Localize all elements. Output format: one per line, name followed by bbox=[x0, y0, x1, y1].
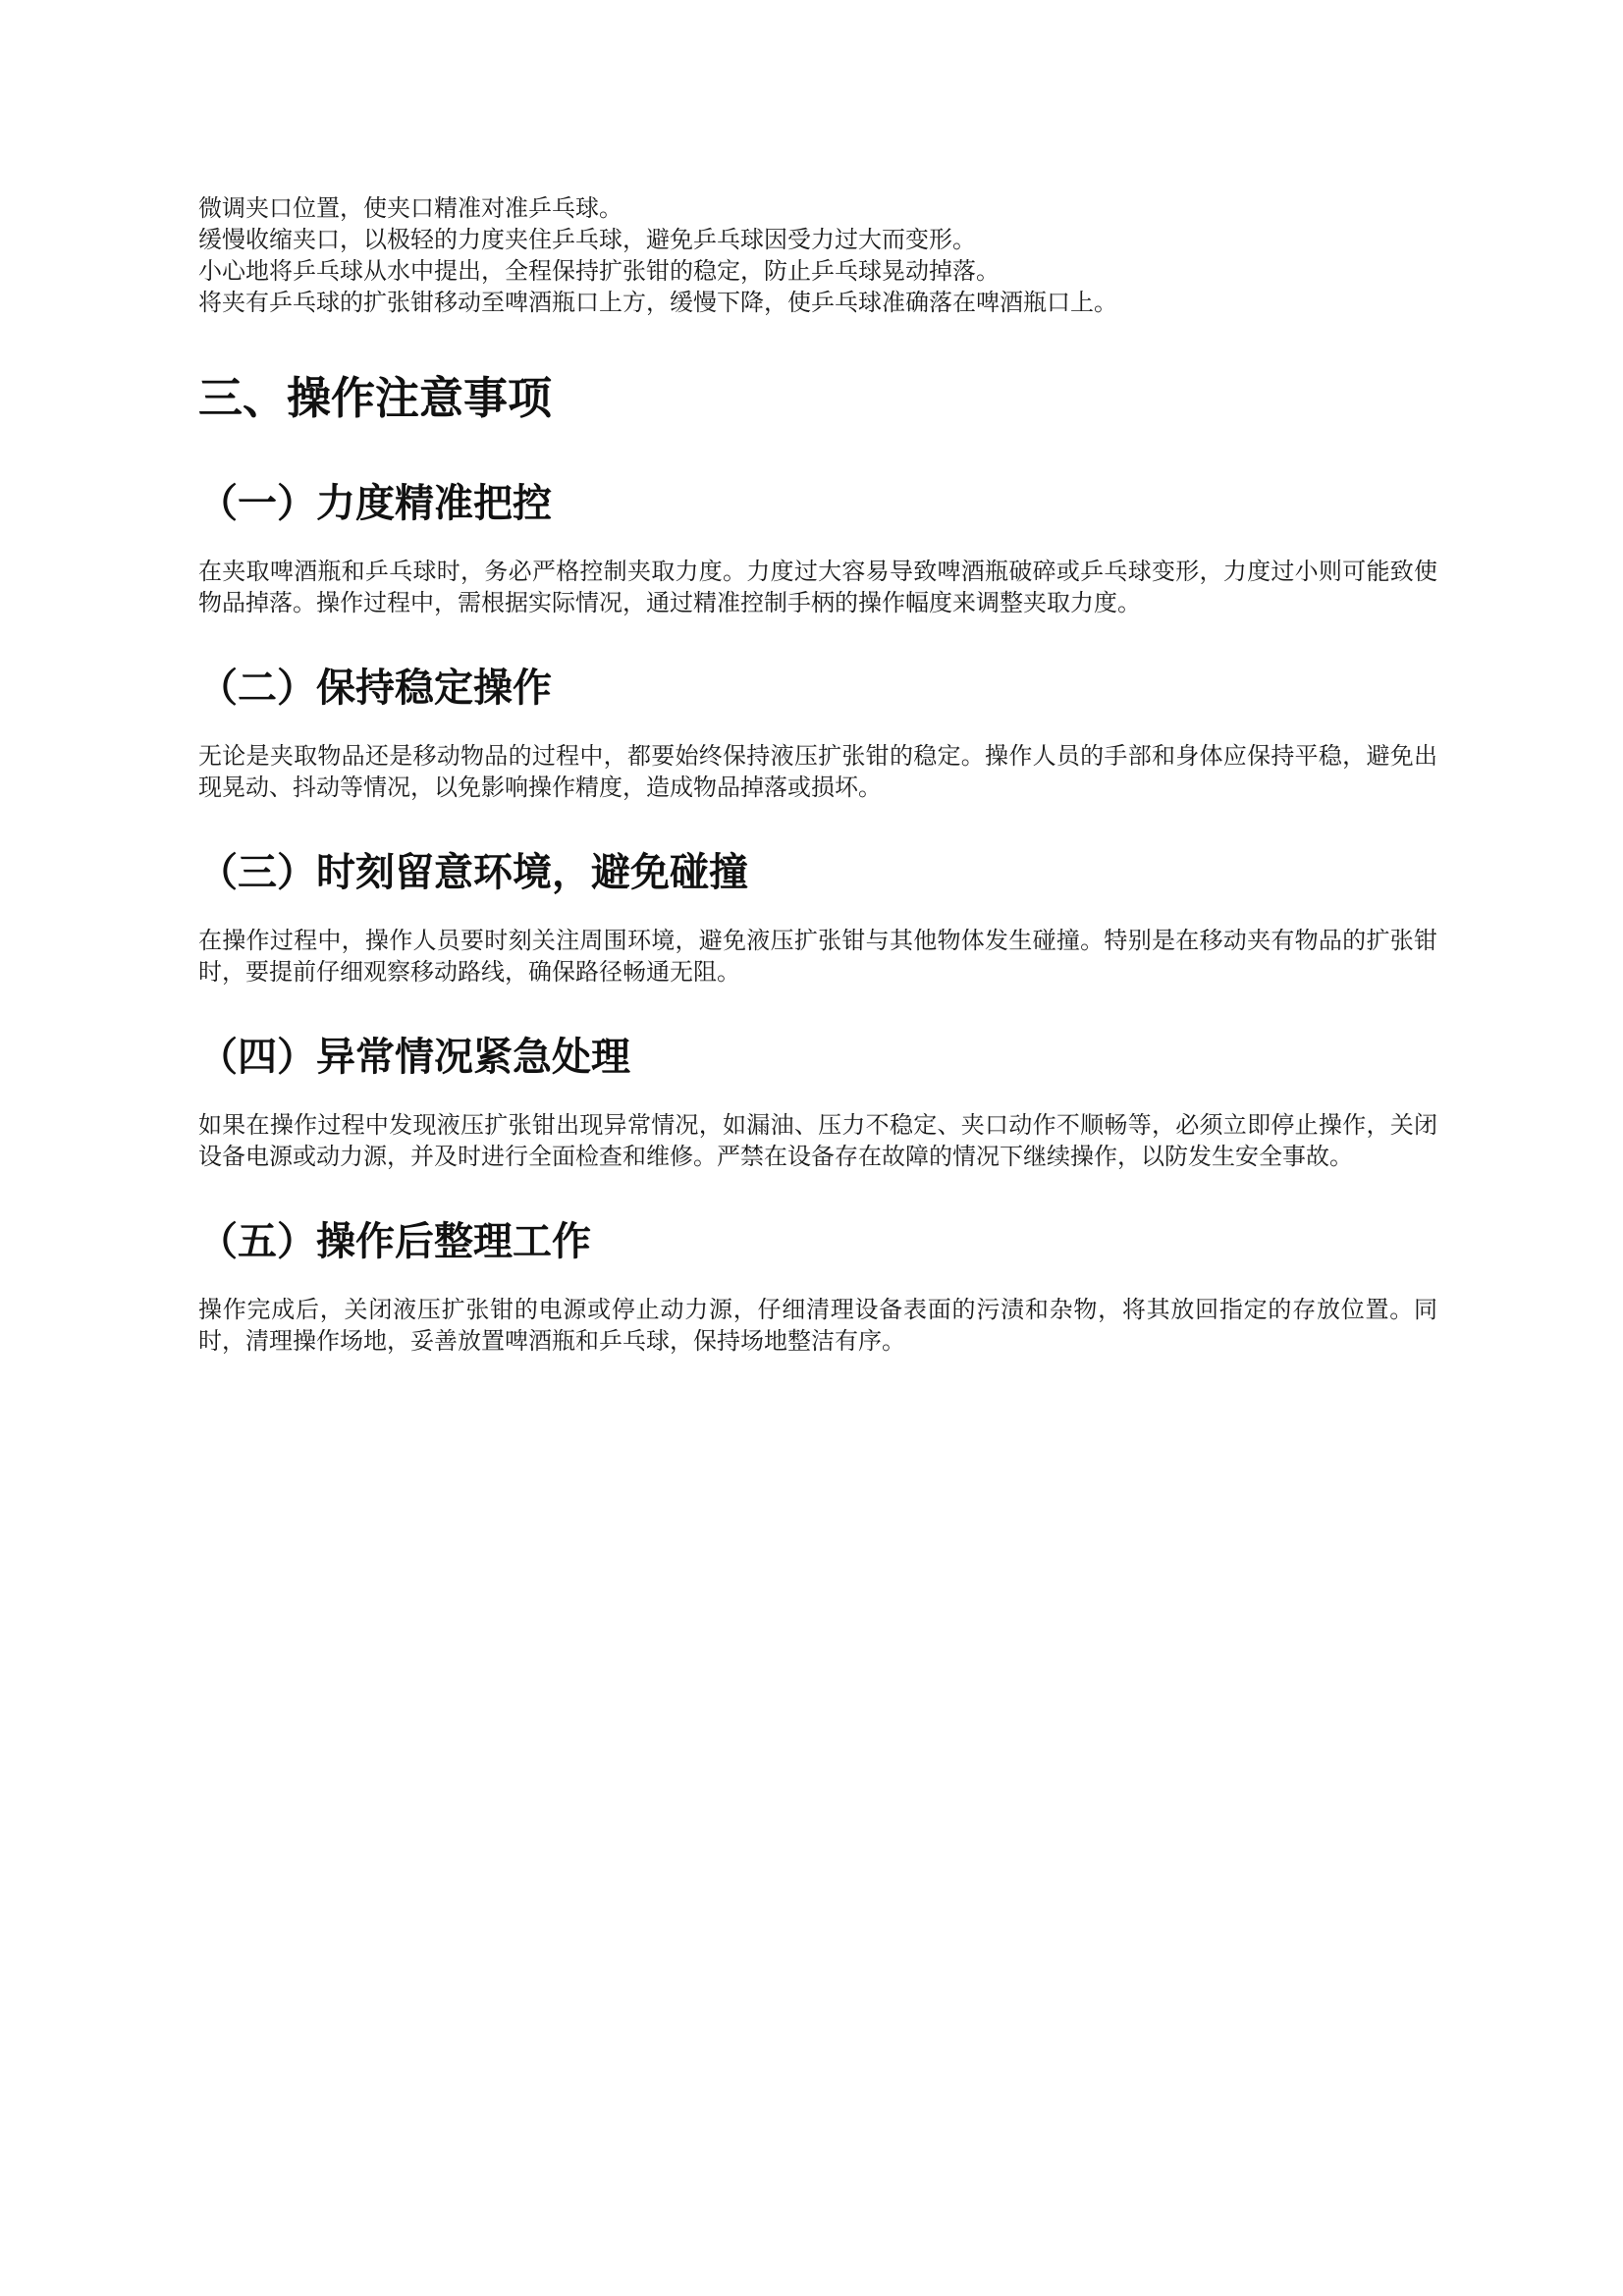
intro-line: 缓慢收缩夹口，以极轻的力度夹住乒乓球，避免乒乓球因受力过大而变形。 bbox=[198, 226, 976, 253]
subsection-title: （四）异常情况紧急处理 bbox=[198, 1035, 630, 1080]
document-page bbox=[198, 192, 1437, 1400]
intro-line: 将夹有乒乓球的扩张钳移动至啤酒瓶口上方，缓慢下降，使乒乓球准确落在啤酒瓶口上。 bbox=[198, 289, 1117, 316]
subsection-title: （三）时刻留意环境，避免碰撞 bbox=[198, 850, 748, 895]
subsection-title: （一）力度精准把控 bbox=[198, 481, 552, 526]
subsection-post-operation bbox=[198, 1215, 1437, 1357]
section-title: 三、操作注意事项 bbox=[198, 372, 553, 424]
intro-steps bbox=[198, 192, 1437, 318]
subsection-title: （二）保持稳定操作 bbox=[198, 666, 552, 711]
subsection-text: 如果在操作过程中发现液压扩张钳出现异常情况，如漏油、压力不稳定、夹口动作不顺畅等，必须立即停止操作，关闭设备电源或动力源，并及时进行全面检查和维修。严禁在设备存在故障的情况下继续操作，以防发生安全事故。 bbox=[198, 1111, 1437, 1170]
subsection-stable-operation bbox=[198, 662, 1437, 803]
subsection-emergency-handling bbox=[198, 1031, 1437, 1172]
subsection-text: 在操作过程中，操作人员要时刻关注周围环境，避免液压扩张钳与其他物体发生碰撞。特别是在移动夹有物品的扩张钳时，要提前仔细观察移动路线，确保路径畅通无阻。 bbox=[198, 927, 1437, 986]
subsection-title: （五）操作后整理工作 bbox=[198, 1219, 591, 1264]
subsection-text: 操作完成后，关闭液压扩张钳的电源或停止动力源，仔细清理设备表面的污渍和杂物，将其放回指定的存放位置。同时，清理操作场地，妥善放置啤酒瓶和乒乓球，保持场地整洁有序。 bbox=[198, 1296, 1437, 1355]
subsection-text: 在夹取啤酒瓶和乒乓球时，务必严格控制夹取力度。力度过大容易导致啤酒瓶破碎或乒乓球变形，力度过小则可能致使物品掉落。操作过程中，需根据实际情况，通过精准控制手柄的操作幅度来调整夹取力度。 bbox=[198, 558, 1437, 616]
subsection-force-control bbox=[198, 477, 1437, 618]
intro-line: 小心地将乒乓球从水中提出，全程保持扩张钳的稳定，防止乒乓球晃动掉落。 bbox=[198, 257, 1000, 285]
intro-line: 微调夹口位置，使夹口精准对准乒乓球。 bbox=[198, 194, 622, 222]
subsection-text: 无论是夹取物品还是移动物品的过程中，都要始终保持液压扩张钳的稳定。操作人员的手部和身体应保持平稳，避免出现晃动、抖动等情况，以免影响操作精度，造成物品掉落或损坏。 bbox=[198, 742, 1437, 801]
subsection-avoid-collision bbox=[198, 846, 1437, 988]
